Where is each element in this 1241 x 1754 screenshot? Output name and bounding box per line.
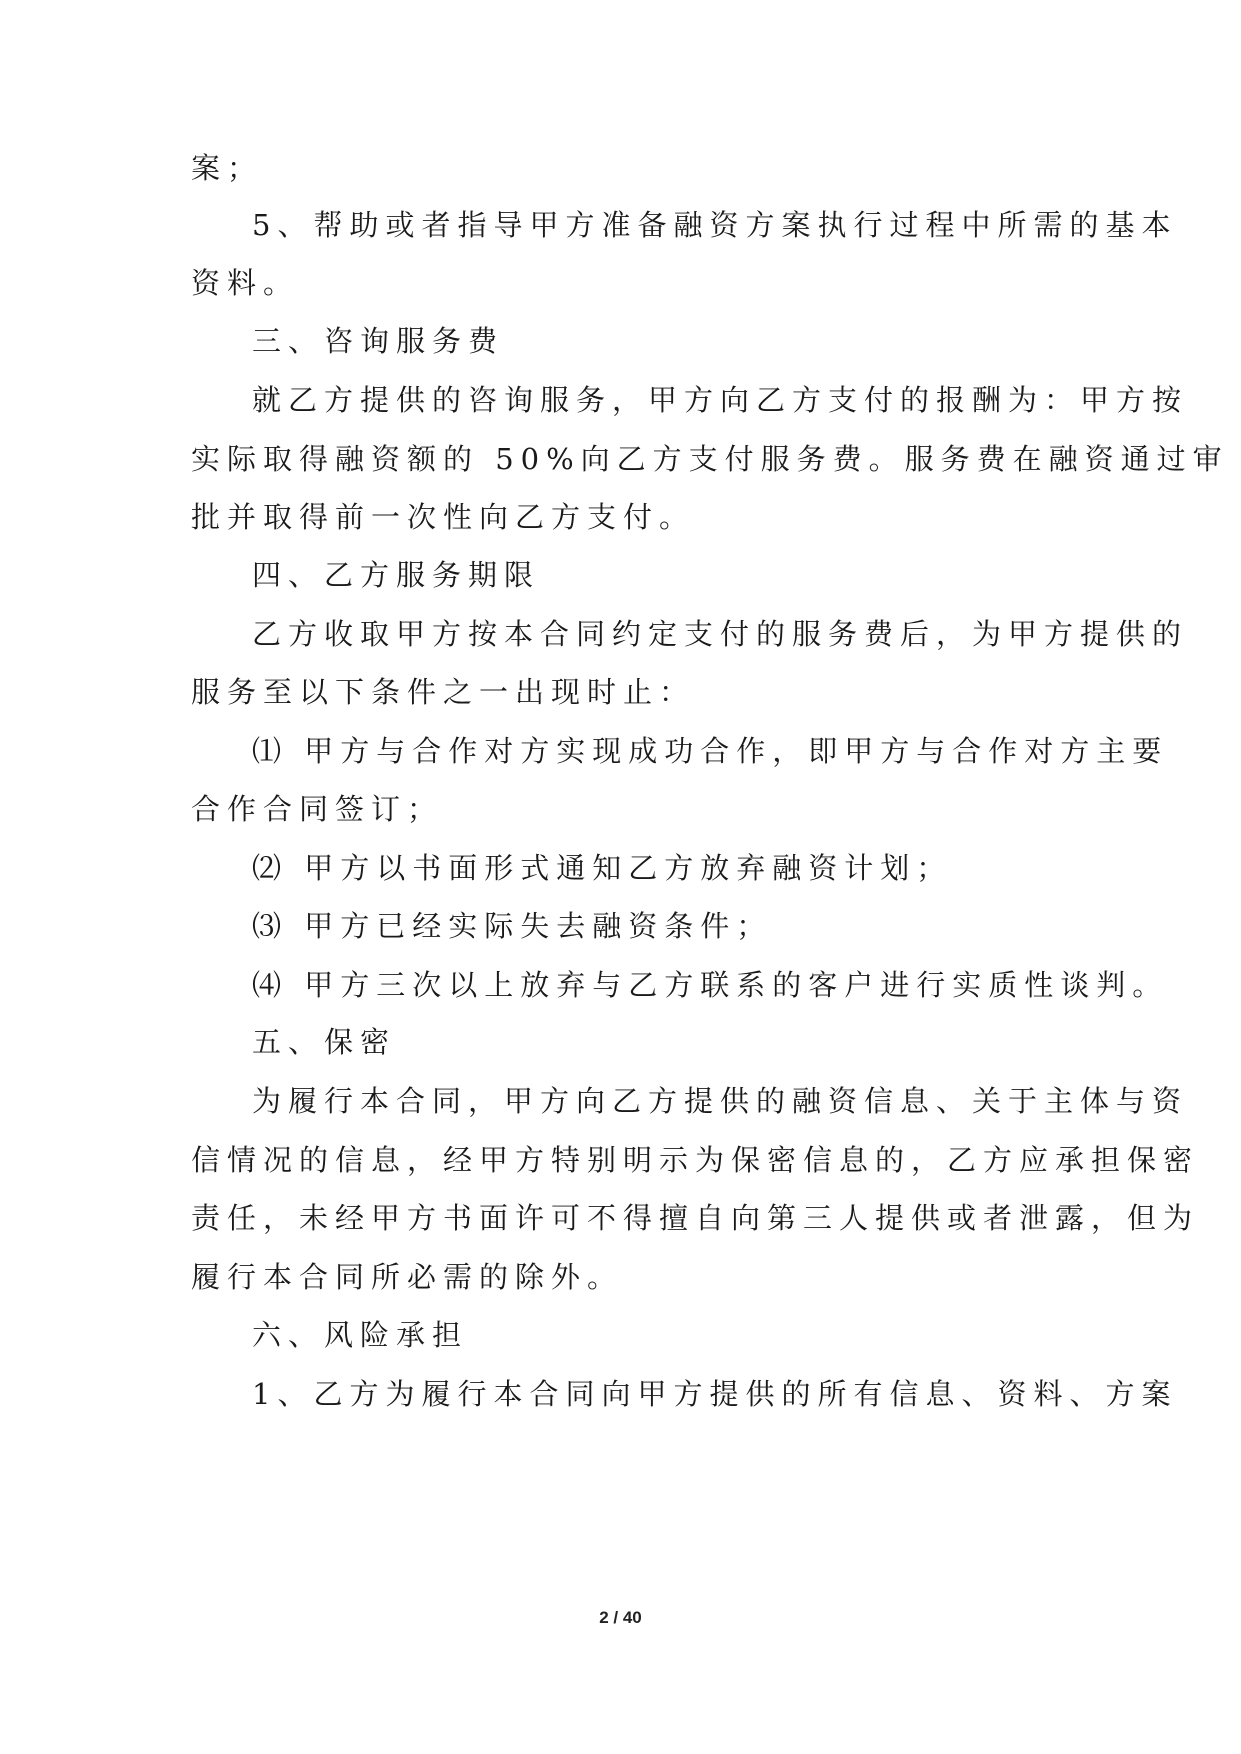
- list-item-line: 1、乙方为履行本合同向甲方提供的所有信息、资料、方案: [252, 1377, 1178, 1411]
- section-heading: 三、咨询服务费: [252, 324, 505, 358]
- section-heading: 四、乙方服务期限: [252, 558, 541, 592]
- body-text-line: 批并取得前一次性向乙方支付。: [191, 500, 696, 534]
- section-heading: 五、保密: [252, 1025, 397, 1059]
- body-text-line: 服务至以下条件之一出现时止：: [191, 675, 696, 709]
- page-number: 2 / 40: [599, 1608, 642, 1627]
- body-text-line: 信情况的信息，经甲方特别明示为保密信息的，乙方应承担保密: [191, 1143, 1200, 1177]
- body-text-line: 为履行本合同，甲方向乙方提供的融资信息、关于主体与资: [252, 1084, 1189, 1118]
- list-item-line: 5、帮助或者指导甲方准备融资方案执行过程中所需的基本: [252, 208, 1178, 242]
- body-text-line: 实际取得融资额的 50%向乙方支付服务费。服务费在融资通过审: [191, 442, 1229, 476]
- body-text-line: 责任，未经甲方书面许可不得擅自向第三人提供或者泄露，但为: [191, 1201, 1200, 1235]
- list-item-line: ⑶ 甲方已经实际失去融资条件；: [252, 909, 773, 943]
- section-heading: 六、风险承担: [252, 1318, 469, 1352]
- body-text-line: 资料。: [191, 266, 300, 300]
- list-item-line: ⑷ 甲方三次以上放弃与乙方联系的客户进行实质性谈判。: [252, 968, 1169, 1002]
- body-text-line: 合作合同签订；: [191, 792, 444, 826]
- list-item-line: ⑴ 甲方与合作对方实现成功合作，即甲方与合作对方主要: [252, 734, 1169, 768]
- list-item-line: ⑵ 甲方以书面形式通知乙方放弃融资计划；: [252, 851, 953, 885]
- body-text-line: 就乙方提供的咨询服务，甲方向乙方支付的报酬为：甲方按: [252, 383, 1189, 417]
- body-text-line: 案；: [191, 151, 264, 185]
- body-text-line: 乙方收取甲方按本合同约定支付的服务费后，为甲方提供的: [252, 617, 1189, 651]
- body-text-line: 履行本合同所必需的除外。: [191, 1260, 624, 1294]
